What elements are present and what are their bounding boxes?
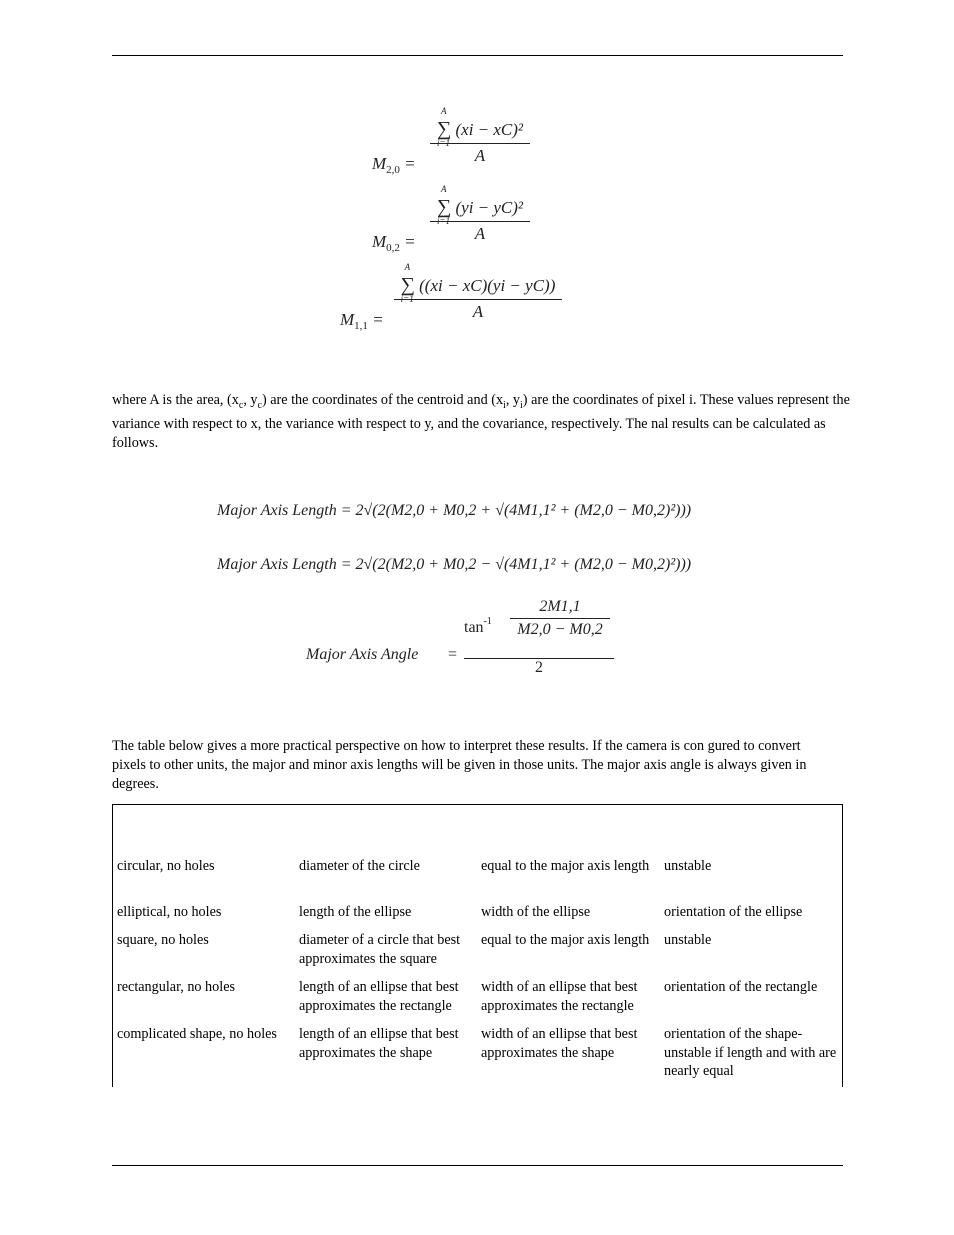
text-segment: , y	[505, 392, 521, 408]
moment-equation-m20: $M_{2,0}$ = ∑ A i=1 (xi − xC)² A	[372, 118, 542, 193]
m20-numerator: (xi − xC)²	[455, 120, 524, 139]
tan-function: tan	[464, 619, 484, 636]
subscript: i	[503, 399, 506, 411]
m20-lhs-subscript: 2,0	[386, 164, 400, 176]
tan-exponent: -1	[483, 616, 492, 627]
table-cell: equal to the major axis length	[481, 932, 650, 948]
moment-equation-m02: $M_{0,2}$ = ∑ A i=1 (yi − yC)² A	[372, 196, 542, 271]
table-cell: diameter of a circle that best approximates the square	[299, 932, 461, 967]
sigma-symbol: ∑ A i=1	[436, 106, 452, 148]
table-cell: unstable	[664, 858, 712, 874]
equation-rhs: = 2√(2(M2,0 + M0,2 − √(4M1,1² + (M2,0 − M0,2)²)))	[340, 556, 692, 573]
table-cell: square, no holes	[117, 932, 209, 948]
sum-upper-limit: A	[440, 184, 447, 194]
table-cell: rectangular, no holes	[117, 979, 236, 995]
text-segment: , y	[243, 392, 258, 408]
table-cell: diameter of the circle	[299, 858, 420, 874]
sigma-symbol: ∑ A i=1	[436, 184, 452, 226]
table-cell: circular, no holes	[117, 858, 215, 874]
m02-lhs: M	[372, 232, 387, 251]
angle-inner-denominator: M2,0 − M0,2	[517, 621, 603, 638]
table-cell: length of an ellipse that best approximates the shape	[299, 1026, 459, 1061]
table-cell: length of an ellipse that best approximates the rectangle	[299, 979, 459, 1014]
table-cell: equal to the major axis length	[481, 858, 650, 874]
text-segment: ) are the coordinates of the centroid and (x	[261, 392, 504, 408]
equation-label: Major Axis Angle	[306, 646, 419, 663]
text-segment: ) are the coordinates of pixel i. These values represent the variance with respect to x, the variance with respect to y, and the covariance, respectively. The nal results can be calculated as follows.	[112, 392, 850, 451]
shape-results-table	[112, 804, 843, 1087]
table-cell: orientation of the ellipse	[664, 904, 803, 920]
subscript: c	[257, 399, 262, 411]
m11-lhs-subscript: 1,1	[354, 320, 368, 332]
sigma-symbol: ∑ A i=1	[400, 262, 415, 304]
subscript: c	[238, 399, 244, 411]
m11-lhs: M	[340, 310, 355, 329]
m11-numerator: ((xi − xC)(yi − yC))	[419, 276, 556, 295]
table-cell: width of the ellipse	[481, 904, 591, 920]
angle-inner-numerator: 2M1,1	[539, 598, 581, 615]
sum-lower-limit: i=1	[400, 294, 414, 304]
angle-denominator: 2	[535, 659, 543, 676]
table-cell: elliptical, no holes	[117, 904, 222, 920]
sum-upper-limit: A	[440, 106, 447, 116]
header-rule	[112, 55, 843, 56]
table-cell: unstable	[664, 932, 712, 948]
paragraph-moments-explanation	[112, 391, 852, 453]
sum-upper-limit: A	[404, 262, 411, 272]
table-cell: complicated shape, no holes	[117, 1026, 277, 1042]
minor-axis-length-equation	[217, 556, 691, 574]
paragraph-table-intro: The table below gives a more practical perspective on how to interpret these results. If the camera is con gured to convert pixels to other units, the major and minor axis lengths will be given in those units. The major axis angle is always given in degrees.	[112, 738, 807, 792]
equation-label: Major Axis Length	[217, 502, 337, 519]
major-axis-angle-equation: Major Axis Angle = $\tan^{-1}$ 2M1,1 M2,0 − M0,2 2	[306, 596, 636, 686]
table-cell: width of an ellipse that best approximates the rectangle	[481, 979, 638, 1014]
m02-numerator: (yi − yC)²	[455, 198, 524, 217]
footer-rule	[112, 1165, 843, 1166]
major-axis-length-equation	[217, 502, 691, 520]
m20-lhs: M	[372, 154, 387, 173]
sum-lower-limit: i=1	[436, 138, 451, 148]
sum-lower-limit: i=1	[436, 216, 451, 226]
text-segment: where A is the area, (x	[112, 392, 239, 408]
equation-rhs: = 2√(2(M2,0 + M0,2 + √(4M1,1² + (M2,0 − M0,2)²)))	[340, 502, 692, 519]
m11-denominator: A	[472, 302, 484, 321]
table-cell: width of an ellipse that best approximates the shape	[481, 1026, 638, 1061]
moment-equation-m11: $M_{1,1}$ = ∑ A i=1 ((xi − xC)(yi − yC)) A	[340, 274, 580, 349]
subscript: i	[520, 399, 523, 411]
m02-lhs-subscript: 0,2	[386, 242, 400, 254]
m20-denominator: A	[474, 146, 486, 165]
table-cell: length of the ellipse	[299, 904, 412, 920]
table-cell: orientation of the shape-unstable if length and with are nearly equal	[664, 1026, 837, 1079]
table-cell: orientation of the rectangle	[664, 979, 818, 995]
equation-label: Major Axis Length	[217, 556, 337, 573]
m02-denominator: A	[474, 224, 486, 243]
